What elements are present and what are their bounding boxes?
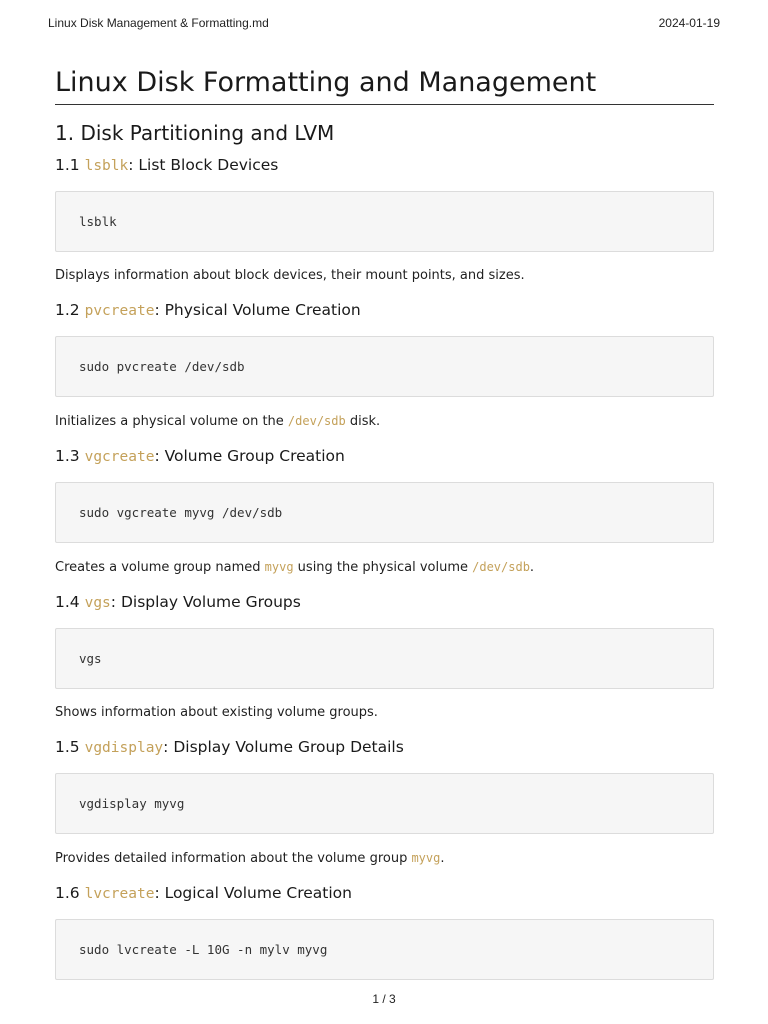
subsection-pvcreate: [55, 299, 714, 432]
code-block: vgs: [55, 628, 714, 689]
subsection-number: 1.1: [55, 156, 80, 174]
file-name: Linux Disk Management & Formatting.md: [48, 16, 269, 30]
document-body: [55, 64, 714, 994]
subsection-lvcreate: [55, 882, 714, 980]
heading-title-text: : Display Volume Group Details: [163, 738, 404, 756]
subsection-description: [55, 411, 714, 432]
heading-command-code: pvcreate: [84, 303, 155, 319]
subsection-number: 1.5: [55, 738, 80, 756]
description-text: Shows information about existing volume groups.: [55, 705, 378, 720]
heading-title-text: : List Block Devices: [128, 156, 279, 174]
subsection-heading: [55, 154, 714, 177]
code-block: vgdisplay myvg: [55, 773, 714, 834]
subsection-heading: [55, 736, 714, 759]
subsection-lsblk: [55, 154, 714, 286]
inline-code: myvg: [411, 851, 441, 865]
description-text: Creates a volume group named: [55, 560, 265, 575]
section-title: 1. Disk Partitioning and LVM: [55, 121, 335, 145]
inline-code: /dev/sdb: [287, 414, 346, 428]
heading-title-text: : Logical Volume Creation: [154, 884, 352, 902]
page-indicator: 1 / 3: [372, 992, 396, 1006]
heading-command-code: lsblk: [84, 158, 129, 174]
description-text: using the physical volume: [293, 560, 473, 575]
heading-command-code: vgs: [84, 595, 111, 611]
subsection-heading: [55, 591, 714, 614]
subsection-list: [55, 154, 714, 980]
subsection-heading: [55, 882, 714, 905]
heading-command-code: vgcreate: [84, 449, 155, 465]
subsection-number: 1.6: [55, 884, 80, 902]
subsection-description: [55, 848, 714, 869]
subsection-number: 1.2: [55, 301, 80, 319]
description-text: Provides detailed information about the volume group: [55, 851, 412, 866]
code-block: sudo lvcreate -L 10G -n mylv myvg: [55, 919, 714, 980]
subsection-heading: [55, 445, 714, 468]
print-header: [48, 16, 720, 32]
heading-title-text: : Volume Group Creation: [154, 447, 345, 465]
code-block: sudo vgcreate myvg /dev/sdb: [55, 482, 714, 543]
heading-title-text: : Physical Volume Creation: [154, 301, 361, 319]
print-date: 2024-01-19: [658, 16, 720, 30]
description-text: .: [440, 851, 445, 866]
subsection-vgdisplay: [55, 736, 714, 869]
description-text: .: [529, 560, 535, 575]
heading-command-code: vgdisplay: [84, 740, 164, 756]
subsection-heading: [55, 299, 714, 322]
inline-code: myvg: [264, 560, 294, 574]
heading-title-text: : Display Volume Groups: [110, 593, 301, 611]
subsection-description: [55, 266, 714, 286]
inline-code: /dev/sdb: [472, 560, 530, 574]
subsection-vgcreate: [55, 445, 714, 578]
subsection-description: [55, 703, 714, 723]
subsection-number: 1.3: [55, 447, 80, 465]
document-title: Linux Disk Formatting and Management: [55, 64, 714, 105]
description-text: Initializes a physical volume on the: [55, 414, 288, 429]
description-text: Displays information about block devices, their mount points, and sizes.: [55, 268, 525, 283]
subsection-description: [55, 557, 714, 578]
code-block: lsblk: [55, 191, 714, 252]
code-block: sudo pvcreate /dev/sdb: [55, 336, 714, 397]
subsection-vgs: [55, 591, 714, 723]
heading-command-code: lvcreate: [84, 886, 155, 902]
subsection-number: 1.4: [55, 593, 80, 611]
description-text: disk.: [345, 414, 381, 429]
